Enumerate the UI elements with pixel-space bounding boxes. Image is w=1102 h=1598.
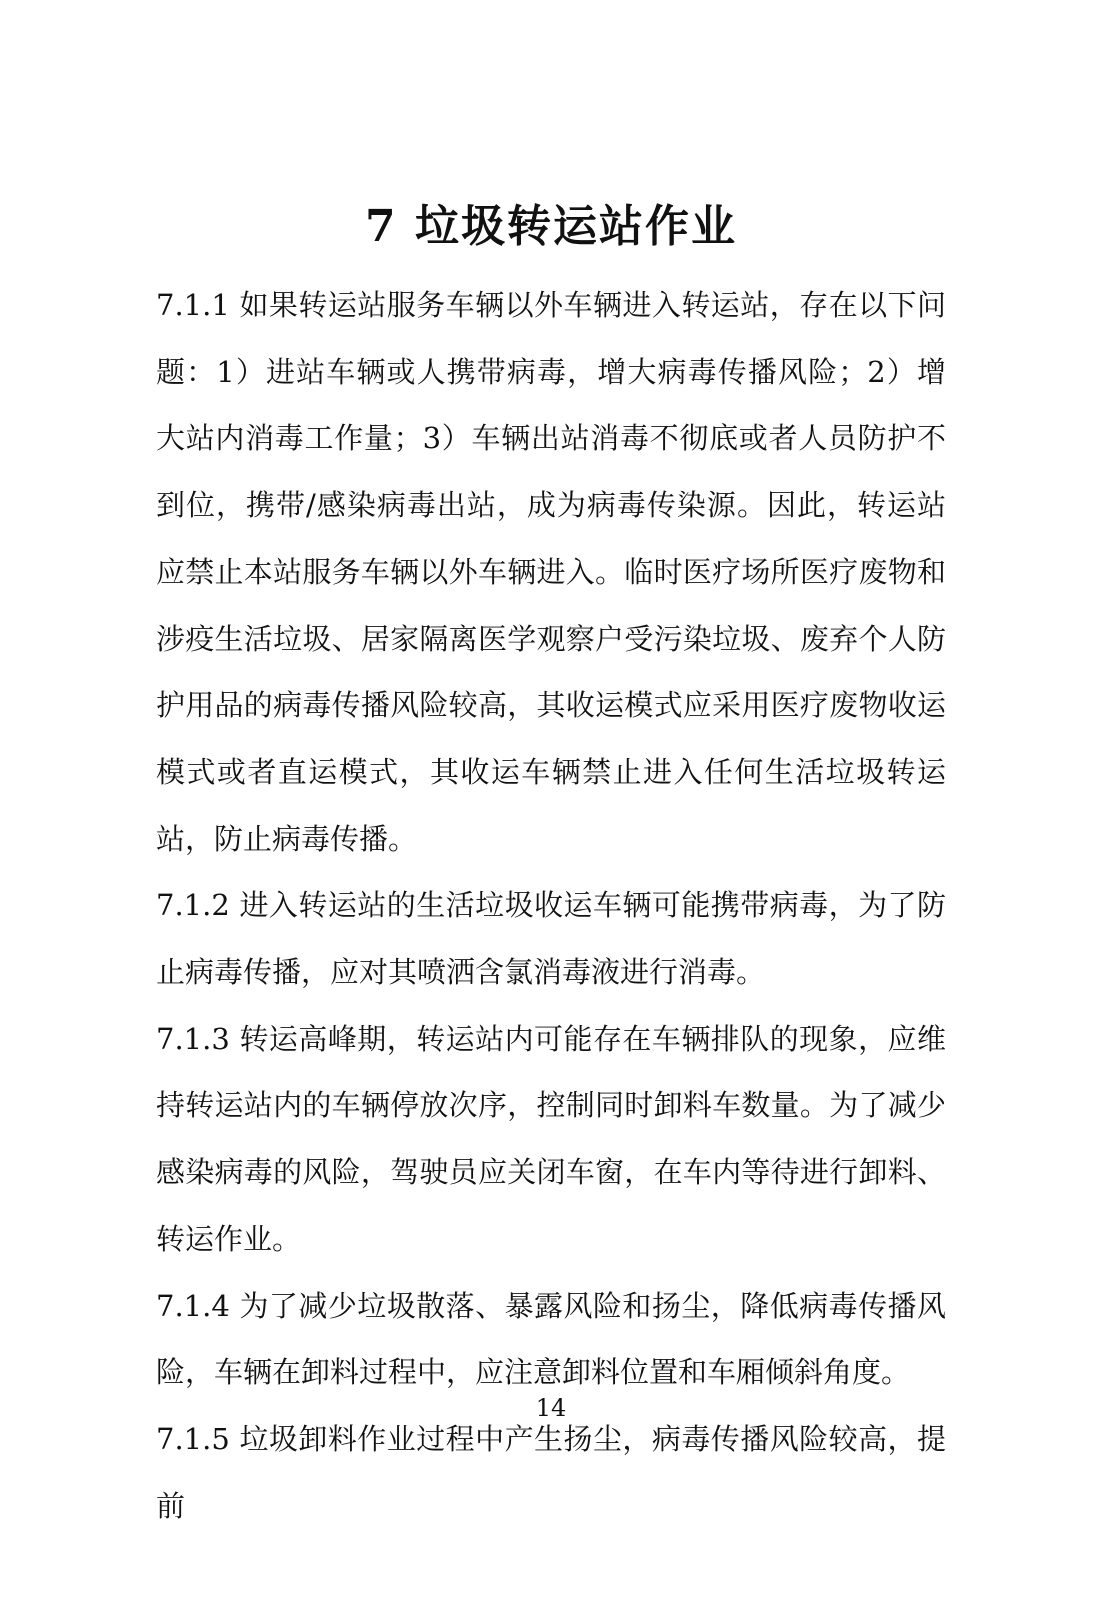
paragraph-7-1-2: 7.1.2 进入转运站的生活垃圾收运车辆可能携带病毒，为了防止病毒传播，应对其喷洒含氯消毒液进行消毒。	[156, 888, 946, 990]
paragraph-7-1-4: 7.1.4 为了减少垃圾散落、暴露风险和扬尘，降低病毒传播风险，车辆在卸料过程中，应注意卸料位置和车厢倾斜角度。	[156, 1288, 946, 1390]
page-number: 14	[535, 1394, 567, 1422]
section-title: 7 垃圾转运站作业	[365, 201, 737, 252]
paragraph-7-1-3: 7.1.3 转运高峰期，转运站内可能存在车辆排队的现象，应维持转运站内的车辆停放次序，控制同时卸料车数量。为了减少感染病毒的风险，驾驶员应关闭车窗，在车内等待进行卸料、转运作业。	[156, 1021, 946, 1256]
section-body	[156, 272, 946, 1539]
paragraph-7-1-5: 7.1.5 垃圾卸料作业过程中产生扬尘，病毒传播风险较高，提前	[156, 1421, 946, 1523]
paragraph-7-1-1: 7.1.1 如果转运站服务车辆以外车辆进入转运站，存在以下问题：1）进站车辆或人携带病毒，增大病毒传播风险；2）增大站内消毒工作量；3）车辆出站消毒不彻底或者人员防护不到位，携带/感染病毒出站，成为病毒传染源。因此，转运站应禁止本站服务车辆以外车辆进入。临时医疗场所医疗废物和涉疫生活垃圾、居家隔离医学观察户受污染垃圾、废弃个人防护用品的病毒传播风险较高，其收运模式应采用医疗废物收运模式或者直运模式，其收运车辆禁止进入任何生活垃圾转运站，防止病毒传播。	[156, 288, 946, 856]
